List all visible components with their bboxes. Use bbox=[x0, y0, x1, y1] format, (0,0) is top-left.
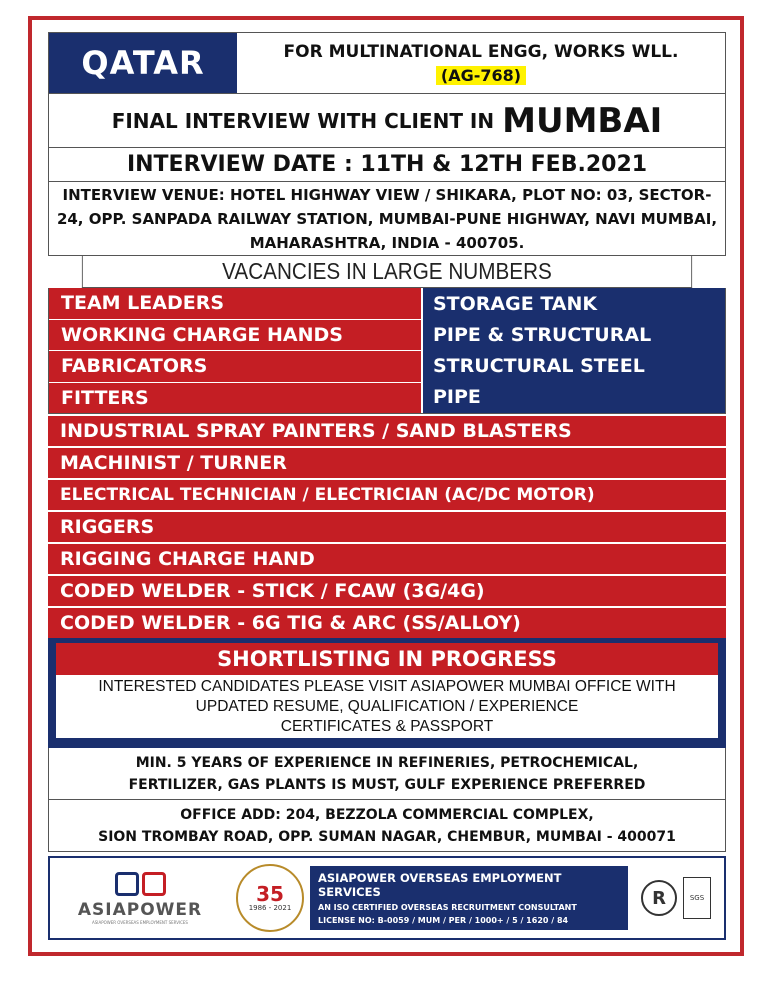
job-item: RIGGING CHARGE HAND bbox=[48, 544, 726, 574]
roles-right bbox=[421, 288, 725, 413]
job-list bbox=[48, 416, 726, 640]
address-line: OFFICE ADD: 204, BEZZOLA COMMERCIAL COMPLEX, bbox=[180, 806, 594, 823]
final-interview bbox=[48, 94, 726, 148]
instruction-line: CERTIFICATES & PASSPORT bbox=[280, 717, 494, 735]
shortlisting-box bbox=[48, 638, 726, 748]
logo-text: ASIAPOWER bbox=[77, 899, 203, 920]
specialty-item: STRUCTURAL STEEL bbox=[433, 355, 645, 378]
job-item: CODED WELDER - STICK / FCAW (3G/4G) bbox=[48, 576, 726, 606]
seal-years: 1986 - 2021 bbox=[248, 904, 292, 912]
final-interview-text: FINAL INTERVIEW WITH CLIENT IN bbox=[111, 108, 495, 133]
company-full-name: ASIAPOWER OVERSEAS EMPLOYMENT SERVICES bbox=[318, 871, 562, 899]
job-item: MACHINIST / TURNER bbox=[48, 448, 726, 478]
experience-line: MIN. 5 YEARS OF EXPERIENCE IN REFINERIES, PETROCHEMICAL, bbox=[135, 754, 639, 771]
logo-icon bbox=[115, 872, 166, 896]
job-item: ELECTRICAL TECHNICIAN / ELECTRICIAN (AC/DC MOTOR) bbox=[48, 480, 726, 510]
role-item: WORKING CHARGE HANDS bbox=[49, 320, 421, 352]
shortlisting-title: SHORTLISTING IN PROGRESS bbox=[56, 643, 718, 675]
job-item: INDUSTRIAL SPRAY PAINTERS / SAND BLASTERS bbox=[48, 416, 726, 446]
anniversary-seal-icon bbox=[236, 864, 304, 932]
instruction-line: UPDATED RESUME, QUALIFICATION / EXPERIENCE bbox=[195, 697, 579, 715]
role-item: TEAM LEADERS bbox=[49, 288, 421, 320]
footer-banner bbox=[48, 856, 726, 940]
interview-city: MUMBAI bbox=[502, 100, 663, 141]
shortlisting-instructions bbox=[56, 675, 718, 738]
header-company bbox=[237, 33, 725, 93]
logo-subtext: ASIAPOWER OVERSEAS EMPLOYMENT SERVICES bbox=[92, 919, 188, 925]
company-info-box bbox=[310, 866, 628, 930]
company-name: FOR MULTINATIONAL ENGG, WORKS WLL. bbox=[283, 41, 679, 62]
specialty-item: PIPE bbox=[433, 386, 481, 409]
registered-mark-icon: R bbox=[641, 880, 677, 916]
specialty-item: PIPE & STRUCTURAL bbox=[433, 323, 652, 346]
role-item: FABRICATORS bbox=[49, 351, 421, 383]
ad-code: (AG-768) bbox=[436, 66, 526, 85]
seal-number: 35 bbox=[256, 882, 284, 906]
country-badge: QATAR bbox=[49, 33, 237, 93]
header bbox=[48, 32, 726, 94]
address-line: SION TROMBAY ROAD, OPP. SUMAN NAGAR, CHEMBUR, MUMBAI - 400071 bbox=[98, 828, 676, 845]
sgs-certification-icon: SGS bbox=[683, 877, 711, 919]
roles-grid bbox=[48, 288, 726, 414]
specialty-item: STORAGE TANK bbox=[433, 292, 598, 315]
instruction-line: INTERESTED CANDIDATES PLEASE VISIT ASIAPOWER MUMBAI OFFICE WITH bbox=[98, 677, 676, 695]
job-item: CODED WELDER - 6G TIG & ARC (SS/ALLOY) bbox=[48, 608, 726, 638]
roles-left bbox=[49, 288, 421, 413]
experience-line: FERTILIZER, GAS PLANTS IS MUST, GULF EXPERIENCE PREFERRED bbox=[128, 776, 646, 793]
certifications bbox=[628, 877, 724, 919]
job-item: RIGGERS bbox=[48, 512, 726, 542]
vacancies-heading: VACANCIES IN LARGE NUMBERS bbox=[82, 256, 692, 288]
office-address bbox=[48, 800, 726, 852]
license-number: LICENSE NO: B-0059 / MUM / PER / 1000+ / 5 / 1620 / 84 bbox=[318, 916, 569, 925]
role-item: FITTERS bbox=[61, 386, 149, 409]
experience-requirements bbox=[48, 748, 726, 800]
asiapower-logo bbox=[50, 863, 230, 933]
iso-statement: AN ISO CERTIFIED OVERSEAS RECRUITMENT CONSULTANT bbox=[318, 903, 577, 912]
interview-date: INTERVIEW DATE : 11TH & 12TH FEB.2021 bbox=[48, 148, 726, 182]
interview-venue: INTERVIEW VENUE: HOTEL HIGHWAY VIEW / SHIKARA, PLOT NO: 03, SECTOR-24, OPP. SANPADA RAILWAY STATION, MUMBAI-PUNE HIGHWAY, NAVI MUMBAI, MAHARASHTRA, INDIA - 400705. bbox=[48, 182, 726, 256]
